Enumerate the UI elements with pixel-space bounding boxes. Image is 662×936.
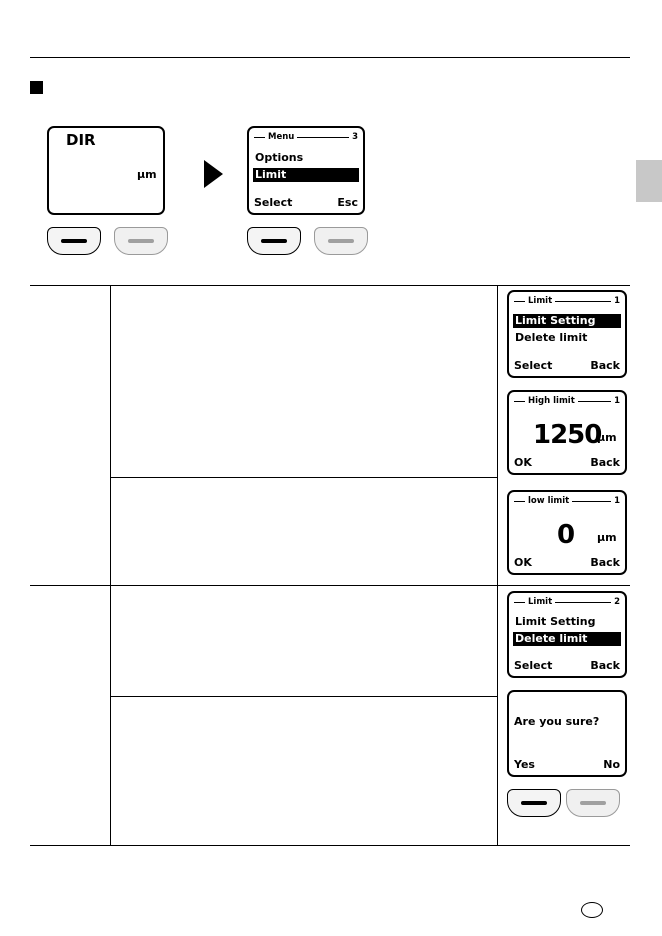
table-bottom-rule (30, 845, 630, 846)
softkey-left-label: Select (514, 659, 553, 672)
dir-label: DIR (66, 131, 96, 149)
softkey-right-label: Back (590, 456, 620, 469)
lcd-index: 1 (614, 396, 620, 406)
lcd-low-limit-screen (507, 490, 627, 575)
softkey-left-label: Select (514, 359, 553, 372)
menu-item-delete-limit[interactable]: Delete limit (515, 331, 588, 344)
lcd-dir-screen (47, 126, 165, 215)
lcd-header (514, 395, 620, 407)
lcd-title: low limit (528, 496, 570, 506)
softkey-left-label: Select (254, 196, 293, 209)
lcd-title: Limit (528, 597, 553, 607)
lcd-limit-screen-1 (507, 290, 627, 378)
left-softkey-button[interactable] (47, 227, 101, 255)
lcd-menu-screen (247, 126, 365, 215)
softkey-right-label: Back (590, 659, 620, 672)
top-rule (30, 57, 630, 58)
lcd-index: 1 (614, 496, 620, 506)
lcd-header (254, 131, 358, 143)
softkey-left-label: OK (514, 456, 532, 469)
lcd-title: Limit (528, 296, 553, 306)
softkey-left-label: Yes (514, 758, 535, 771)
key-bar (61, 239, 87, 243)
side-tab (636, 160, 662, 202)
menu-item-limit-setting[interactable]: Limit Setting (515, 615, 596, 628)
lcd-title: Menu (268, 132, 295, 142)
lcd-header (514, 596, 620, 608)
menu-item-options[interactable]: Options (255, 151, 304, 164)
softkey-right-label: Esc (337, 196, 358, 209)
dir-unit: µm (137, 168, 157, 181)
table-subrow-rule-2 (110, 696, 497, 697)
table-top-rule (30, 285, 630, 286)
key-bar (261, 239, 287, 243)
language-badge (581, 902, 603, 918)
section-marker (30, 81, 43, 94)
lcd-confirm-screen (507, 690, 627, 777)
lcd-index: 2 (614, 597, 620, 607)
softkey-left-label: OK (514, 556, 532, 569)
high-limit-value: 1250 (533, 420, 602, 450)
table-col-divider-1 (110, 285, 111, 845)
left-softkey-button[interactable] (507, 789, 561, 817)
right-softkey-button[interactable] (314, 227, 368, 255)
lcd-index: 3 (352, 132, 358, 142)
menu-item-limit[interactable]: Limit (253, 168, 359, 182)
lcd-index: 1 (614, 296, 620, 306)
key-bar (128, 239, 154, 243)
arrow-right-icon (204, 160, 223, 188)
key-bar (521, 801, 547, 805)
lcd-limit-screen-2 (507, 591, 627, 678)
key-bar (328, 239, 354, 243)
lcd-header (514, 495, 620, 507)
low-limit-value: 0 (557, 520, 575, 550)
high-limit-unit: µm (597, 431, 617, 444)
softkey-right-label: Back (590, 359, 620, 372)
softkey-right-label: Back (590, 556, 620, 569)
lcd-header (514, 295, 620, 307)
right-softkey-button[interactable] (114, 227, 168, 255)
menu-item-delete-limit[interactable]: Delete limit (513, 632, 621, 646)
left-softkey-button[interactable] (247, 227, 301, 255)
table-subrow-rule-1 (110, 477, 497, 478)
softkey-right-label: No (603, 758, 620, 771)
lcd-high-limit-screen (507, 390, 627, 475)
key-bar (580, 801, 606, 805)
confirm-question: Are you sure? (514, 715, 600, 728)
right-softkey-button[interactable] (566, 789, 620, 817)
table-col-divider-2 (497, 285, 498, 845)
table-mid-rule (30, 585, 630, 586)
low-limit-unit: µm (597, 531, 617, 544)
lcd-title: High limit (528, 396, 575, 406)
menu-item-limit-setting[interactable]: Limit Setting (513, 314, 621, 328)
